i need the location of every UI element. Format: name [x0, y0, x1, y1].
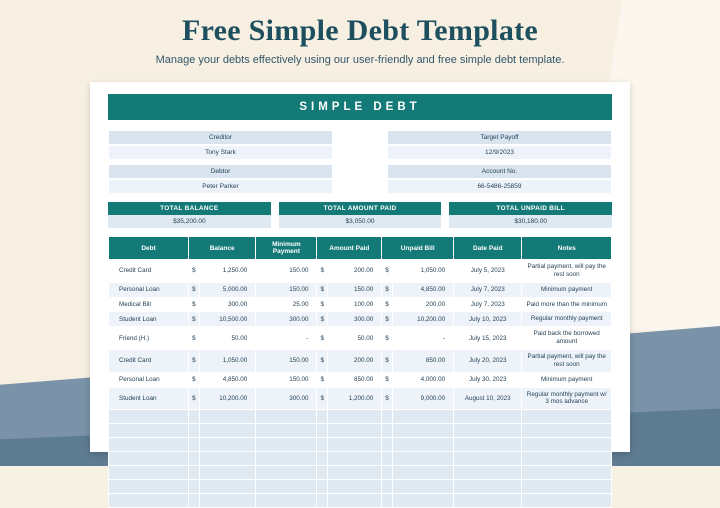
- cell-date-paid[interactable]: July 5, 2023: [454, 260, 522, 283]
- info-row-1: [108, 130, 612, 160]
- cell-empty[interactable]: [317, 480, 328, 494]
- cell-empty[interactable]: [256, 410, 317, 424]
- cell-empty[interactable]: [522, 494, 612, 508]
- total-balance-value: $35,200.00: [108, 215, 271, 228]
- table-row[interactable]: [109, 312, 612, 327]
- cell-empty[interactable]: [189, 494, 200, 508]
- cell-balance[interactable]: 10,500.00: [199, 312, 256, 327]
- cell-empty[interactable]: [199, 438, 256, 452]
- cell-empty[interactable]: [454, 480, 522, 494]
- cell-notes[interactable]: Paid more than the minimum: [522, 297, 612, 312]
- cell-empty[interactable]: [382, 424, 393, 438]
- cell-empty[interactable]: [382, 480, 393, 494]
- cell-empty[interactable]: [328, 452, 382, 466]
- cell-empty[interactable]: [317, 410, 328, 424]
- page-title: Free Simple Debt Template: [181, 14, 539, 47]
- cell-minimum-payment[interactable]: 150.00: [256, 372, 317, 387]
- cell-unpaid-bill[interactable]: 4,000.00: [392, 372, 453, 387]
- cell-empty[interactable]: [454, 410, 522, 424]
- cell-empty[interactable]: [522, 466, 612, 480]
- table-row[interactable]: [109, 327, 612, 350]
- cell-unpaid-currency[interactable]: $: [382, 387, 393, 410]
- cell-amount-paid[interactable]: 300.00: [328, 312, 382, 327]
- cell-notes[interactable]: Regular monthly payment: [522, 312, 612, 327]
- cell-debt[interactable]: Credit Card: [109, 260, 189, 283]
- table-row-empty[interactable]: [109, 438, 612, 452]
- cell-unpaid-currency[interactable]: $: [382, 260, 393, 283]
- cell-empty[interactable]: [189, 424, 200, 438]
- cell-balance-currency[interactable]: $: [189, 327, 200, 350]
- debtor-value[interactable]: Peter Parker: [108, 179, 333, 194]
- cell-minimum-payment[interactable]: 300.00: [256, 312, 317, 327]
- cell-amount-paid-currency[interactable]: $: [317, 372, 328, 387]
- cell-date-paid[interactable]: July 7, 2023: [454, 297, 522, 312]
- cell-unpaid-bill[interactable]: 4,850.00: [392, 282, 453, 297]
- cell-empty[interactable]: [256, 466, 317, 480]
- cell-empty[interactable]: [109, 438, 189, 452]
- table-row[interactable]: [109, 350, 612, 373]
- cell-minimum-payment[interactable]: 25.00: [256, 297, 317, 312]
- cell-debt[interactable]: Student Loan: [109, 387, 189, 410]
- cell-empty[interactable]: [109, 424, 189, 438]
- cell-balance-currency[interactable]: $: [189, 297, 200, 312]
- cell-empty[interactable]: [392, 494, 453, 508]
- cell-empty[interactable]: [328, 424, 382, 438]
- cell-balance[interactable]: 5,000.00: [199, 282, 256, 297]
- cell-empty[interactable]: [522, 410, 612, 424]
- table-row[interactable]: [109, 387, 612, 410]
- info-spacer: [333, 130, 387, 160]
- cell-empty[interactable]: [454, 452, 522, 466]
- debtor-label: Debtor: [108, 164, 333, 179]
- cell-empty[interactable]: [109, 410, 189, 424]
- cell-amount-paid-currency[interactable]: $: [317, 297, 328, 312]
- total-balance-label: TOTAL BALANCE: [108, 202, 271, 215]
- cell-unpaid-currency[interactable]: $: [382, 312, 393, 327]
- debt-table: [108, 236, 612, 508]
- spreadsheet-sheet: [90, 82, 630, 452]
- cell-empty[interactable]: [317, 494, 328, 508]
- col-date-paid: Date Paid: [454, 237, 522, 260]
- cell-empty[interactable]: [328, 466, 382, 480]
- total-unpaid-bill: [449, 202, 612, 228]
- cell-unpaid-bill[interactable]: 1,050.00: [392, 260, 453, 283]
- cell-notes[interactable]: Partial payment, will pay the rest soon: [522, 260, 612, 283]
- cell-date-paid[interactable]: July 10, 2023: [454, 312, 522, 327]
- cell-notes[interactable]: Partial payment, will pay the rest soon: [522, 350, 612, 373]
- cell-empty[interactable]: [109, 466, 189, 480]
- cell-empty[interactable]: [109, 480, 189, 494]
- creditor-value[interactable]: Tony Stark: [108, 145, 333, 160]
- cell-unpaid-currency[interactable]: $: [382, 372, 393, 387]
- cell-amount-paid[interactable]: 100.00: [328, 297, 382, 312]
- cell-empty[interactable]: [189, 452, 200, 466]
- cell-balance[interactable]: 300.00: [199, 297, 256, 312]
- cell-unpaid-currency[interactable]: $: [382, 297, 393, 312]
- cell-notes[interactable]: Minimum payment: [522, 282, 612, 297]
- col-notes: Notes: [522, 237, 612, 260]
- cell-unpaid-currency[interactable]: $: [382, 282, 393, 297]
- total-amount-paid-label: TOTAL AMOUNT PAID: [279, 202, 442, 215]
- cell-debt[interactable]: Friend (H.): [109, 327, 189, 350]
- total-amount-paid: [279, 202, 442, 228]
- cell-empty[interactable]: [256, 438, 317, 452]
- col-debt: Debt: [109, 237, 189, 260]
- cell-empty[interactable]: [454, 424, 522, 438]
- cell-amount-paid[interactable]: 1,200.00: [328, 387, 382, 410]
- cell-empty[interactable]: [189, 480, 200, 494]
- cell-amount-paid[interactable]: 50.00: [328, 327, 382, 350]
- cell-empty[interactable]: [199, 494, 256, 508]
- cell-empty[interactable]: [256, 424, 317, 438]
- sheet-title: SIMPLE DEBT: [108, 94, 612, 120]
- info-spacer-2: [333, 164, 387, 194]
- cell-empty[interactable]: [317, 452, 328, 466]
- cell-balance[interactable]: 1,250.00: [199, 260, 256, 283]
- cell-empty[interactable]: [256, 494, 317, 508]
- col-balance: Balance: [189, 237, 256, 260]
- table-row-empty[interactable]: [109, 466, 612, 480]
- cell-notes[interactable]: Regular monthly payment w/ 3 mos advance: [522, 387, 612, 410]
- creditor-field: [108, 130, 333, 160]
- table-row-empty[interactable]: [109, 480, 612, 494]
- cell-empty[interactable]: [199, 410, 256, 424]
- cell-empty[interactable]: [392, 466, 453, 480]
- cell-empty[interactable]: [382, 466, 393, 480]
- cell-balance-currency[interactable]: $: [189, 282, 200, 297]
- cell-debt[interactable]: Credit Card: [109, 350, 189, 373]
- cell-date-paid[interactable]: August 10, 2023: [454, 387, 522, 410]
- col-unpaid-bill: Unpaid Bill: [382, 237, 454, 260]
- target-payoff-label: Target Payoff: [387, 130, 612, 145]
- cell-amount-paid-currency[interactable]: $: [317, 350, 328, 373]
- cell-empty[interactable]: [189, 438, 200, 452]
- cell-empty[interactable]: [392, 438, 453, 452]
- cell-empty[interactable]: [199, 424, 256, 438]
- cell-balance[interactable]: 50.00: [199, 327, 256, 350]
- totals-bar: [108, 202, 612, 228]
- cell-empty[interactable]: [317, 438, 328, 452]
- table-row[interactable]: [109, 372, 612, 387]
- cell-balance-currency[interactable]: $: [189, 260, 200, 283]
- cell-balance[interactable]: 10,200.00: [199, 387, 256, 410]
- cell-notes[interactable]: Minimum payment: [522, 372, 612, 387]
- cell-empty[interactable]: [328, 480, 382, 494]
- cell-empty[interactable]: [382, 410, 393, 424]
- cell-balance[interactable]: 4,850.00: [199, 372, 256, 387]
- total-unpaid-bill-label: TOTAL UNPAID BILL: [449, 202, 612, 215]
- total-amount-paid-value: $3,050.00: [279, 215, 442, 228]
- cell-balance-currency[interactable]: $: [189, 372, 200, 387]
- cell-amount-paid-currency[interactable]: $: [317, 327, 328, 350]
- cell-empty[interactable]: [109, 494, 189, 508]
- cell-balance-currency[interactable]: $: [189, 312, 200, 327]
- cell-empty[interactable]: [199, 466, 256, 480]
- cell-empty[interactable]: [392, 480, 453, 494]
- table-row-empty[interactable]: [109, 410, 612, 424]
- cell-empty[interactable]: [382, 452, 393, 466]
- cell-empty[interactable]: [382, 494, 393, 508]
- cell-empty[interactable]: [328, 494, 382, 508]
- cell-balance-currency[interactable]: $: [189, 387, 200, 410]
- cell-date-paid[interactable]: July 15, 2023: [454, 327, 522, 350]
- cell-empty[interactable]: [522, 480, 612, 494]
- cell-empty[interactable]: [189, 466, 200, 480]
- cell-empty[interactable]: [328, 438, 382, 452]
- target-payoff-value[interactable]: 12/9/2023: [387, 145, 612, 160]
- cell-empty[interactable]: [454, 466, 522, 480]
- cell-amount-paid[interactable]: 200.00: [328, 350, 382, 373]
- cell-amount-paid[interactable]: 850.00: [328, 372, 382, 387]
- cell-amount-paid-currency[interactable]: $: [317, 387, 328, 410]
- cell-unpaid-bill[interactable]: 200.00: [392, 297, 453, 312]
- page-subtitle: Manage your debts effectively using our user-friendly and free simple debt template.: [155, 54, 565, 66]
- info-row-2: [108, 164, 612, 194]
- cell-debt[interactable]: Medical Bill: [109, 297, 189, 312]
- total-balance: [108, 202, 271, 228]
- cell-unpaid-bill[interactable]: 10,200.00: [392, 312, 453, 327]
- cell-empty[interactable]: [199, 480, 256, 494]
- cell-amount-paid-currency[interactable]: $: [317, 282, 328, 297]
- cell-empty[interactable]: [454, 438, 522, 452]
- cell-notes[interactable]: Paid back the borrowed amount: [522, 327, 612, 350]
- page-header: [0, 0, 720, 66]
- table-row[interactable]: [109, 260, 612, 283]
- cell-unpaid-bill[interactable]: 9,000.00: [392, 387, 453, 410]
- table-body: [109, 260, 612, 508]
- account-field: [387, 164, 612, 194]
- cell-minimum-payment[interactable]: -: [256, 327, 317, 350]
- table-row-empty[interactable]: [109, 424, 612, 438]
- table-row[interactable]: [109, 282, 612, 297]
- cell-date-paid[interactable]: July 20, 2023: [454, 350, 522, 373]
- cell-empty[interactable]: [392, 410, 453, 424]
- table-header-row: [109, 237, 612, 260]
- cell-empty[interactable]: [317, 424, 328, 438]
- cell-amount-paid-currency[interactable]: $: [317, 260, 328, 283]
- cell-balance[interactable]: 1,050.00: [199, 350, 256, 373]
- table-row-empty[interactable]: [109, 452, 612, 466]
- cell-empty[interactable]: [522, 452, 612, 466]
- cell-empty[interactable]: [522, 424, 612, 438]
- cell-debt[interactable]: Student Loan: [109, 312, 189, 327]
- cell-amount-paid-currency[interactable]: $: [317, 312, 328, 327]
- cell-empty[interactable]: [109, 452, 189, 466]
- account-value[interactable]: 66-5486-25859: [387, 179, 612, 194]
- cell-date-paid[interactable]: July 30, 2023: [454, 372, 522, 387]
- cell-debt[interactable]: Personal Loan: [109, 282, 189, 297]
- cell-empty[interactable]: [454, 494, 522, 508]
- cell-debt[interactable]: Personal Loan: [109, 372, 189, 387]
- cell-unpaid-bill[interactable]: -: [392, 327, 453, 350]
- cell-empty[interactable]: [256, 452, 317, 466]
- debtor-field: [108, 164, 333, 194]
- cell-date-paid[interactable]: July 7, 2023: [454, 282, 522, 297]
- cell-minimum-payment[interactable]: 300.00: [256, 387, 317, 410]
- cell-unpaid-bill[interactable]: 850.00: [392, 350, 453, 373]
- col-minimum-payment: Minimum Payment: [256, 237, 317, 260]
- col-amount-paid: Amount Paid: [317, 237, 382, 260]
- cell-empty[interactable]: [189, 410, 200, 424]
- cell-minimum-payment[interactable]: 150.00: [256, 350, 317, 373]
- cell-empty[interactable]: [382, 438, 393, 452]
- cell-empty[interactable]: [328, 410, 382, 424]
- cell-empty[interactable]: [522, 438, 612, 452]
- cell-unpaid-currency[interactable]: $: [382, 327, 393, 350]
- cell-balance-currency[interactable]: $: [189, 350, 200, 373]
- cell-minimum-payment[interactable]: 150.00: [256, 260, 317, 283]
- cell-empty[interactable]: [317, 466, 328, 480]
- total-unpaid-bill-value: $30,180.00: [449, 215, 612, 228]
- table-row-empty[interactable]: [109, 494, 612, 508]
- cell-minimum-payment[interactable]: 150.00: [256, 282, 317, 297]
- cell-unpaid-currency[interactable]: $: [382, 350, 393, 373]
- creditor-label: Creditor: [108, 130, 333, 145]
- cell-amount-paid[interactable]: 200.00: [328, 260, 382, 283]
- cell-empty[interactable]: [199, 452, 256, 466]
- cell-empty[interactable]: [256, 480, 317, 494]
- table-row[interactable]: [109, 297, 612, 312]
- cell-empty[interactable]: [392, 452, 453, 466]
- account-label: Account No.: [387, 164, 612, 179]
- cell-amount-paid[interactable]: 150.00: [328, 282, 382, 297]
- target-payoff-field: [387, 130, 612, 160]
- cell-empty[interactable]: [392, 424, 453, 438]
